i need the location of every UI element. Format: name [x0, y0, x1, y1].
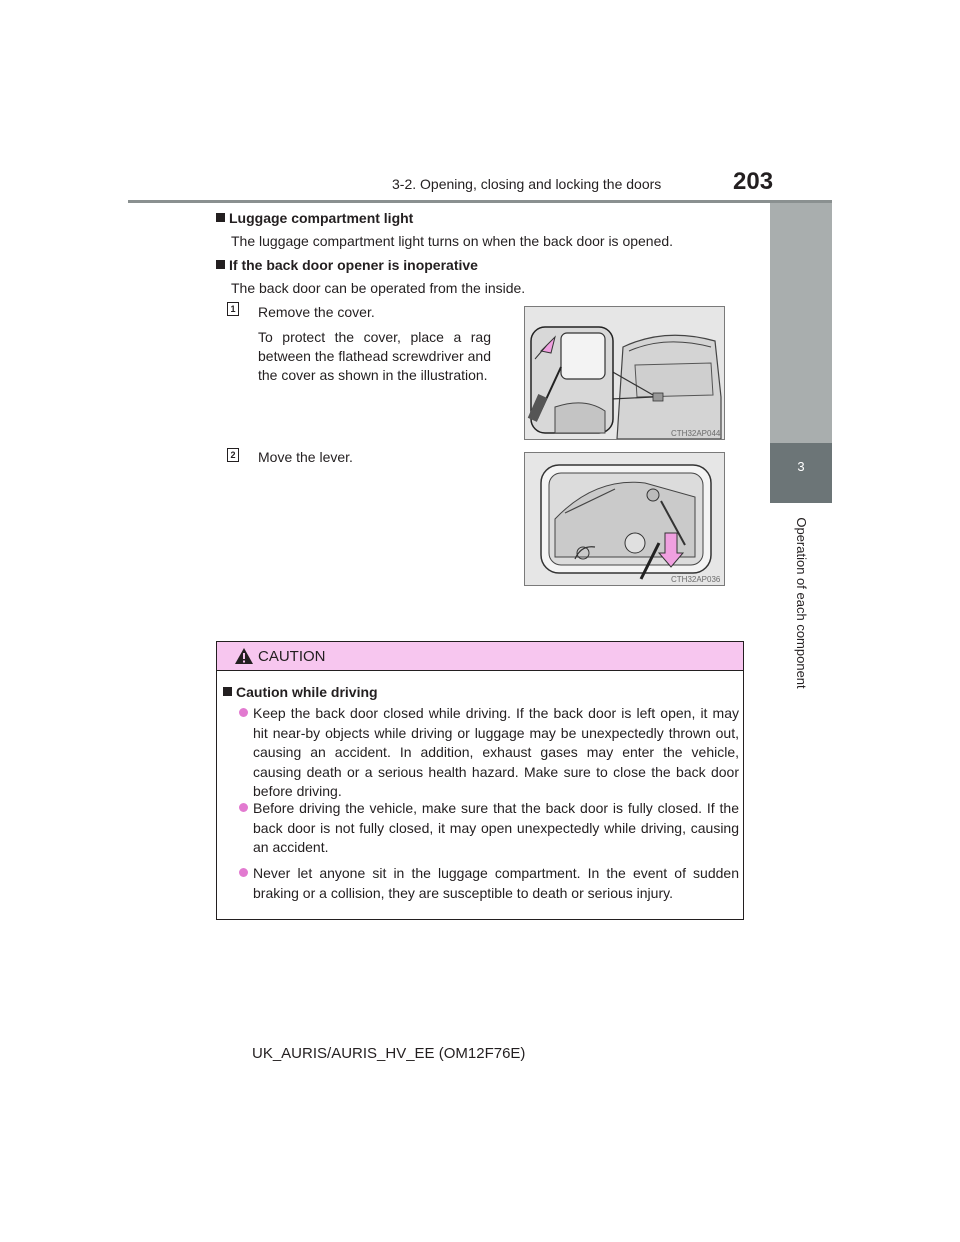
side-tab-background: [770, 203, 832, 443]
section-heading-opener-inoperative: If the back door opener is inoperative: [216, 257, 478, 273]
chapter-number: 3: [797, 459, 805, 474]
caution-header: [217, 642, 743, 671]
illustration-code: CTH32AP044: [671, 429, 721, 438]
illustration-remove-cover: [524, 306, 725, 440]
bullet-dot-icon: [239, 708, 248, 717]
illustration-code: CTH32AP036: [671, 575, 721, 584]
section-text-luggage-light: The luggage compartment light turns on when the back door is opened.: [231, 233, 674, 249]
header-section-title: 3-2. Opening, closing and locking the doors: [392, 176, 662, 192]
caution-bullet: Before driving the vehicle, make sure that the back door is fully closed. If the back door is not fully closed, it may open unexpectedly while driving, causing an accident.: [239, 799, 739, 858]
section-heading-luggage-light: Luggage compartment light: [216, 210, 413, 226]
illustration-move-lever: [524, 452, 725, 586]
caution-label: CAUTION: [258, 648, 326, 665]
square-bullet-icon: [223, 687, 232, 696]
step-number-1: 1: [227, 302, 239, 316]
square-bullet-icon: [216, 260, 225, 269]
step-2-text: Move the lever.: [258, 449, 353, 465]
caution-bullet: Keep the back door closed while driving. If the back door is left open, it may hit near-by objects while driving or luggage may be unexpectedly thrown out, causing an accident. In addition, exhaust gases may enter the vehicle, causing death or a serious health hazard. Make sure to close the back door before driving.: [239, 704, 739, 802]
footer-model-code: UK_AURIS/AURIS_HV_EE (OM12F76E): [252, 1045, 526, 1062]
bullet-dot-icon: [239, 868, 248, 877]
header-rule: [128, 200, 832, 203]
bullet-dot-icon: [239, 803, 248, 812]
square-bullet-icon: [216, 213, 225, 222]
lever-illustration: [525, 453, 724, 585]
step-number-2: 2: [227, 448, 239, 462]
warning-triangle-icon: [234, 647, 254, 665]
caution-bullet: Never let anyone sit in the luggage compartment. In the event of sudden braking or a collision, they are susceptible to death or serious injury.: [239, 864, 739, 903]
step-1-text: Remove the cover.: [258, 304, 375, 320]
chapter-title: Operation of each component: [794, 517, 809, 689]
section-text-opener-inoperative: The back door can be operated from the inside.: [231, 280, 526, 296]
step-1-subtext: To protect the cover, place a rag between the flathead screwdriver and the cover as shown in the illustration.: [258, 329, 491, 383]
caution-heading: Caution while driving: [223, 684, 378, 700]
page-number: 203: [733, 168, 774, 195]
caution-box: [216, 641, 744, 920]
back-door-cover-illustration: [525, 307, 724, 439]
